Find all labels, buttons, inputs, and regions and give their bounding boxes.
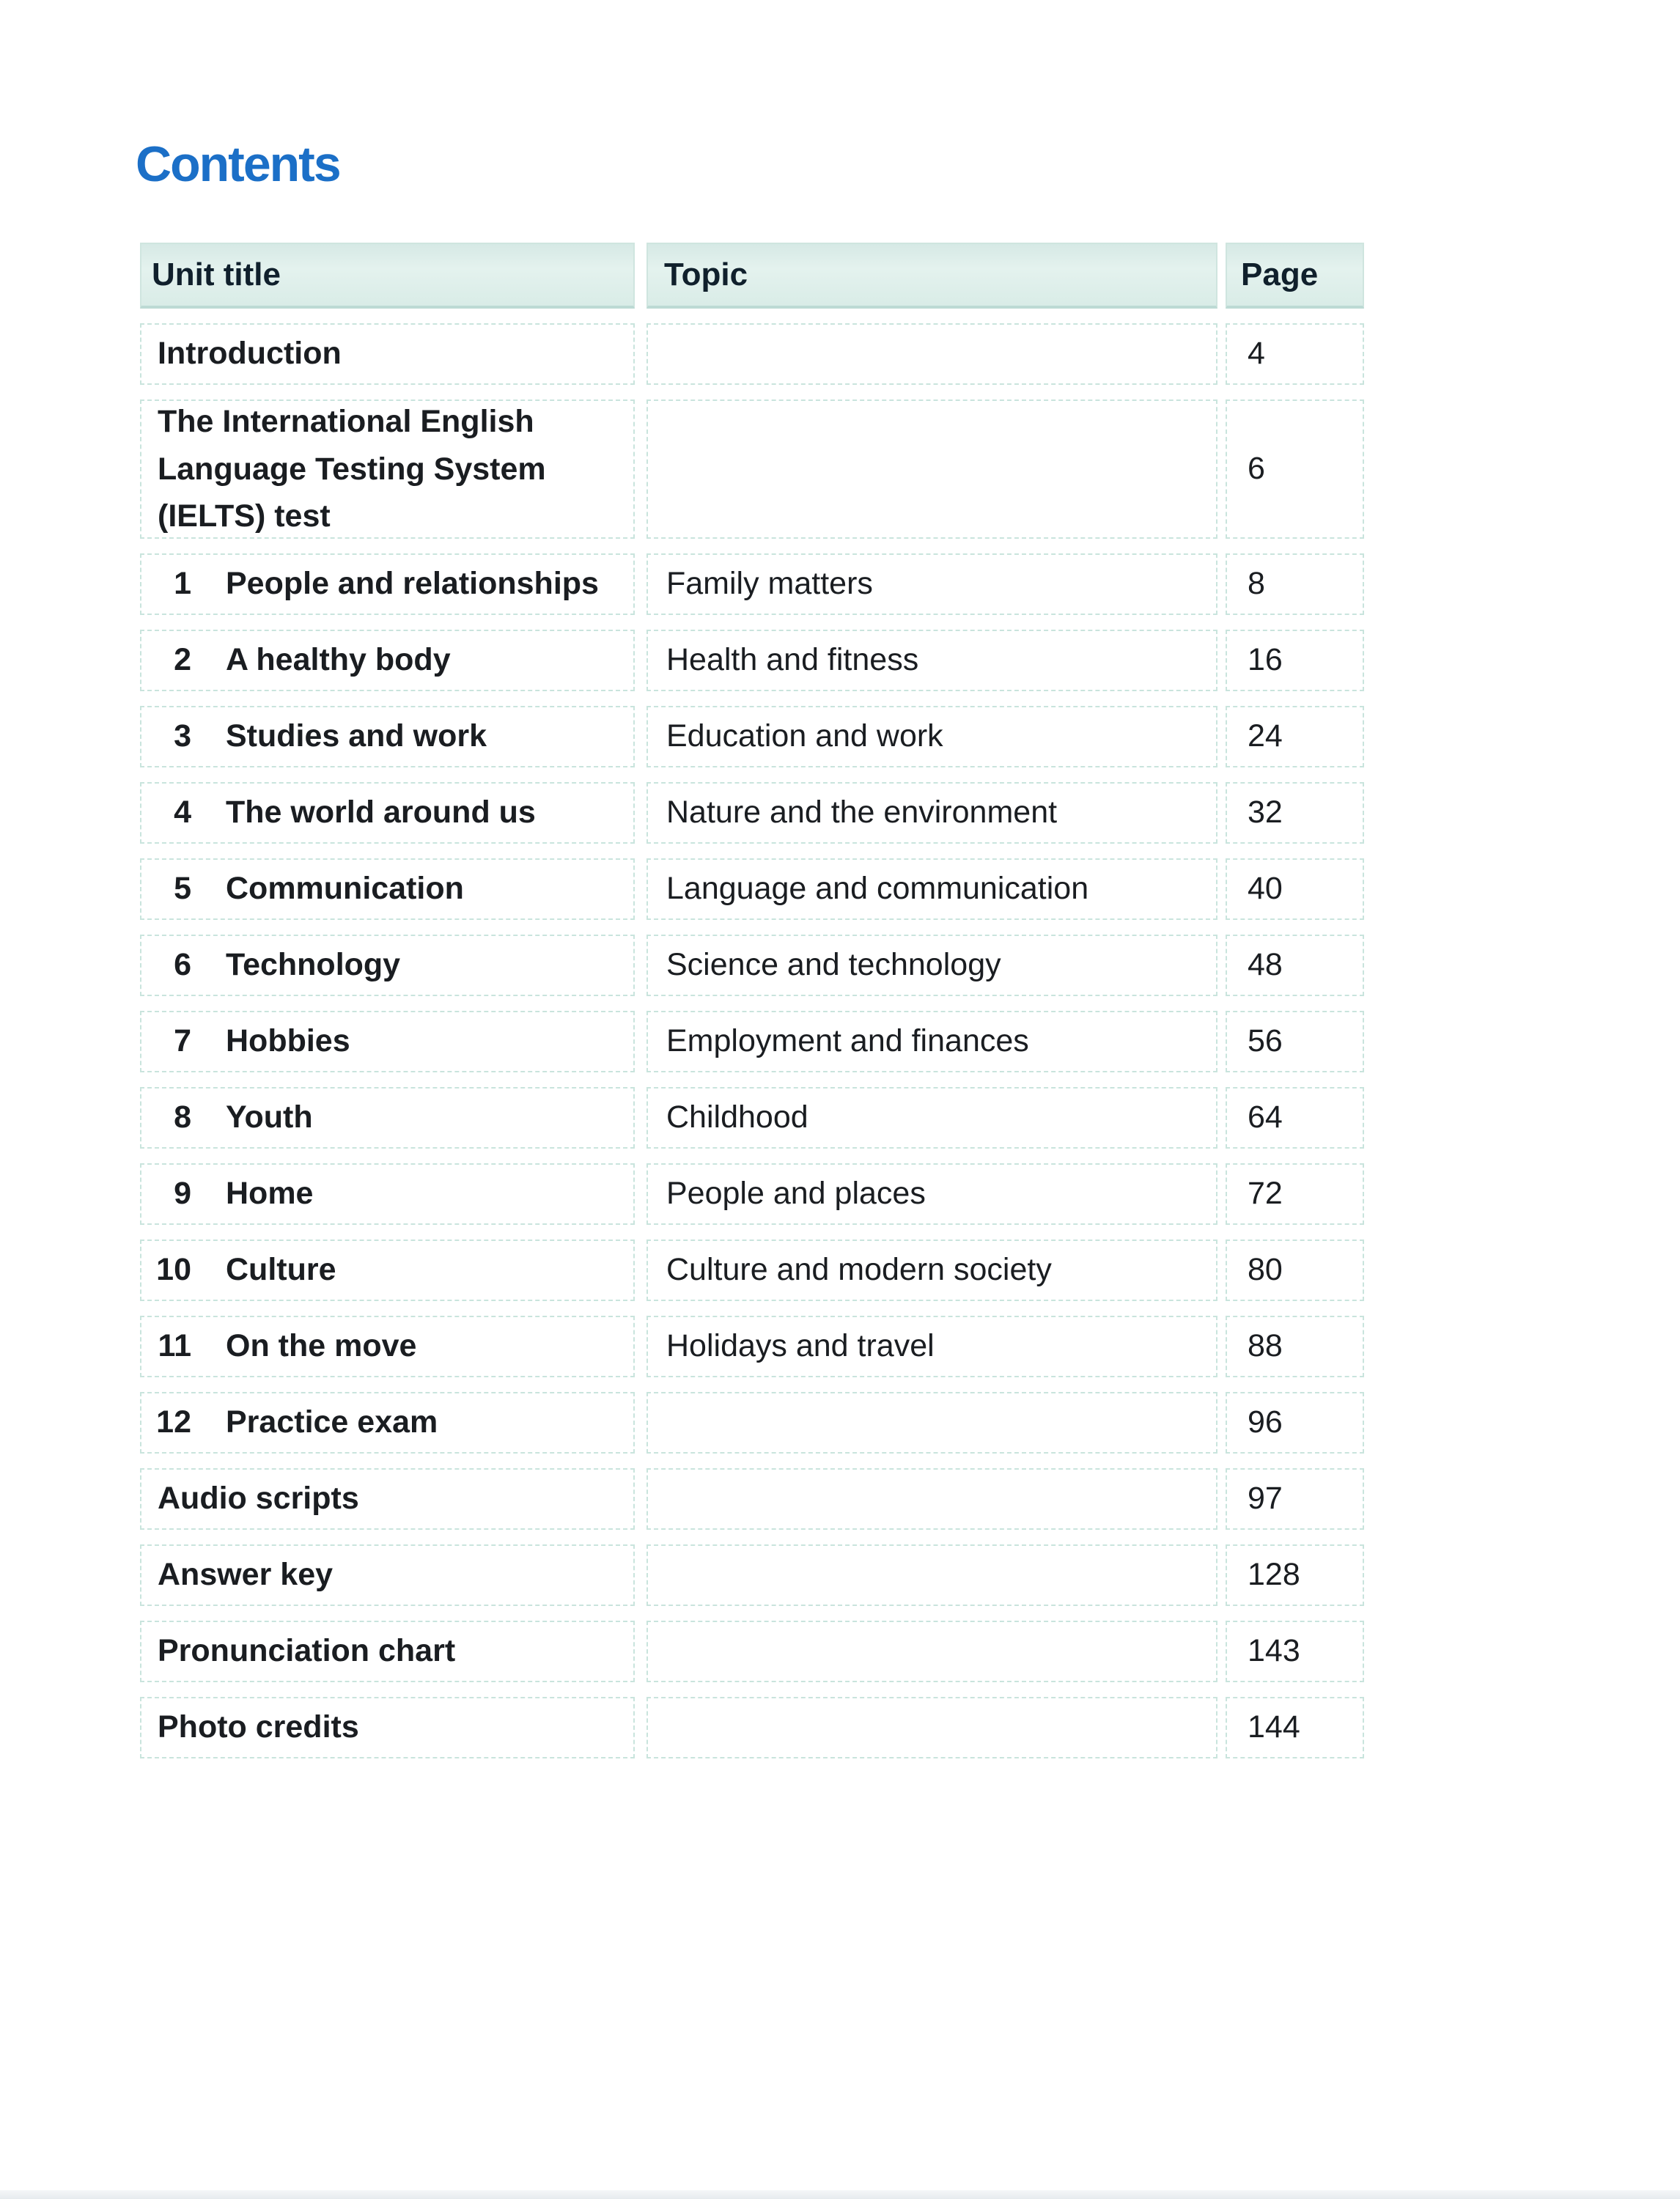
unit-title-text: Technology — [226, 947, 401, 983]
page-cell — [1226, 1544, 1364, 1606]
topic-text: Language and communication — [666, 871, 1089, 907]
col-header-page: Page — [1226, 243, 1364, 309]
page-cell — [1226, 1697, 1364, 1758]
unit-cell — [140, 1544, 635, 1606]
page-cell — [1226, 858, 1364, 920]
unit-title-text: The International English Language Testing System (IELTS) test — [158, 404, 546, 534]
toc-row-unit-1 — [140, 553, 1364, 615]
topic-text: People and places — [666, 1176, 926, 1212]
page-cell — [1226, 1468, 1364, 1530]
page-number: 80 — [1248, 1252, 1283, 1288]
toc-row-unit-8 — [140, 1087, 1364, 1149]
page-bottom-edge — [0, 2190, 1680, 2199]
toc-row-unit-10 — [140, 1240, 1364, 1301]
unit-number: 12 — [156, 1404, 191, 1440]
topic-cell — [646, 706, 1217, 767]
unit-title-text: Introduction — [158, 336, 342, 372]
page-number: 32 — [1248, 795, 1283, 830]
unit-title-text: Practice exam — [226, 1404, 438, 1440]
page-number: 88 — [1248, 1328, 1283, 1364]
page-cell — [1226, 399, 1364, 539]
topic-text: Culture and modern society — [666, 1252, 1052, 1288]
unit-number: 8 — [174, 1100, 191, 1135]
unit-number: 2 — [174, 642, 191, 678]
unit-title-text: People and relationships — [226, 566, 599, 602]
unit-number: 1 — [174, 566, 191, 602]
page-number: 16 — [1248, 642, 1283, 678]
topic-text: Nature and the environment — [666, 795, 1058, 830]
page-cell — [1226, 1011, 1364, 1072]
unit-cell — [140, 1392, 635, 1454]
col-header-unit-title: Unit title — [140, 243, 635, 309]
page-cell — [1226, 323, 1364, 385]
unit-cell — [140, 1240, 635, 1301]
topic-cell — [646, 1316, 1217, 1377]
page-number: 40 — [1248, 871, 1283, 907]
unit-title-text: Pronunciation chart — [158, 1633, 456, 1669]
page-number: 128 — [1248, 1557, 1300, 1593]
unit-title-text: Audio scripts — [158, 1481, 359, 1517]
page-cell — [1226, 935, 1364, 996]
page-cell — [1226, 1240, 1364, 1301]
toc-row-unit-6 — [140, 935, 1364, 996]
unit-cell — [140, 399, 635, 539]
topic-cell — [646, 323, 1217, 385]
unit-cell — [140, 858, 635, 920]
toc-row-unit-2 — [140, 630, 1364, 691]
toc-row-unit-4 — [140, 782, 1364, 844]
page-cell — [1226, 630, 1364, 691]
topic-cell — [646, 935, 1217, 996]
unit-number: 9 — [174, 1176, 191, 1212]
page-title: Contents — [136, 136, 340, 192]
topic-text: Family matters — [666, 566, 873, 602]
toc-row-unit-11 — [140, 1316, 1364, 1377]
unit-title-text: The world around us — [226, 795, 536, 830]
topic-cell — [646, 630, 1217, 691]
unit-title-text: Photo credits — [158, 1709, 359, 1745]
topic-text: Education and work — [666, 718, 943, 754]
unit-cell — [140, 1621, 635, 1682]
topic-text: Health and fitness — [666, 642, 919, 678]
toc-row-introduction — [140, 323, 1364, 385]
page-cell — [1226, 1621, 1364, 1682]
unit-title-text: Home — [226, 1176, 314, 1212]
unit-title-text: Communication — [226, 871, 464, 907]
toc-row-unit-3 — [140, 706, 1364, 767]
page-cell — [1226, 1163, 1364, 1225]
unit-cell — [140, 1163, 635, 1225]
page-number: 144 — [1248, 1709, 1300, 1745]
unit-title-text: Studies and work — [226, 718, 487, 754]
toc-row-answer-key — [140, 1544, 1364, 1606]
topic-cell — [646, 858, 1217, 920]
unit-cell — [140, 782, 635, 844]
toc-row-unit-12 — [140, 1392, 1364, 1454]
page-number: 64 — [1248, 1100, 1283, 1135]
unit-cell — [140, 553, 635, 615]
unit-cell — [140, 323, 635, 385]
toc-row-pronunciation-chart — [140, 1621, 1364, 1682]
unit-number: 4 — [174, 795, 191, 830]
page-cell — [1226, 706, 1364, 767]
page-number: 48 — [1248, 947, 1283, 983]
unit-cell — [140, 1468, 635, 1530]
unit-cell — [140, 1087, 635, 1149]
page-cell — [1226, 1392, 1364, 1454]
toc-row-ielts-test — [140, 399, 1364, 539]
topic-cell — [646, 399, 1217, 539]
unit-cell — [140, 1316, 635, 1377]
topic-text: Childhood — [666, 1100, 808, 1135]
unit-number: 7 — [174, 1023, 191, 1059]
toc-row-audio-scripts — [140, 1468, 1364, 1530]
topic-cell — [646, 553, 1217, 615]
unit-number: 6 — [174, 947, 191, 983]
topic-text: Holidays and travel — [666, 1328, 935, 1364]
page-cell — [1226, 1316, 1364, 1377]
col-header-topic: Topic — [646, 243, 1217, 309]
topic-cell — [646, 1392, 1217, 1454]
toc-row-photo-credits — [140, 1697, 1364, 1758]
header-row — [140, 243, 1364, 309]
page-number: 96 — [1248, 1404, 1283, 1440]
page-number: 97 — [1248, 1481, 1283, 1517]
page-number: 72 — [1248, 1176, 1283, 1212]
contents-table — [140, 243, 1364, 1758]
page-number: 4 — [1248, 336, 1265, 372]
unit-title-text: Answer key — [158, 1557, 334, 1593]
unit-title-text: A healthy body — [226, 642, 451, 678]
topic-cell — [646, 1544, 1217, 1606]
topic-text: Science and technology — [666, 947, 1001, 983]
topic-cell — [646, 1468, 1217, 1530]
page-number: 8 — [1248, 566, 1265, 602]
page-cell — [1226, 1087, 1364, 1149]
unit-cell — [140, 706, 635, 767]
unit-title-text: Hobbies — [226, 1023, 350, 1059]
unit-number: 10 — [156, 1252, 191, 1288]
unit-title-text: Culture — [226, 1252, 336, 1288]
page-number: 6 — [1248, 451, 1265, 487]
unit-cell — [140, 935, 635, 996]
topic-cell — [646, 1011, 1217, 1072]
unit-cell — [140, 1011, 635, 1072]
topic-cell — [646, 1163, 1217, 1225]
toc-row-unit-5 — [140, 858, 1364, 920]
unit-title-text: Youth — [226, 1100, 313, 1135]
unit-title-text: On the move — [226, 1328, 417, 1364]
toc-row-unit-9 — [140, 1163, 1364, 1225]
page-number: 24 — [1248, 718, 1283, 754]
topic-text: Employment and finances — [666, 1023, 1029, 1059]
unit-cell — [140, 630, 635, 691]
unit-number: 11 — [158, 1328, 191, 1364]
topic-cell — [646, 1240, 1217, 1301]
page-cell — [1226, 553, 1364, 615]
unit-number: 5 — [174, 871, 191, 907]
page-cell — [1226, 782, 1364, 844]
topic-cell — [646, 1087, 1217, 1149]
topic-cell — [646, 1697, 1217, 1758]
topic-cell — [646, 782, 1217, 844]
page-number: 56 — [1248, 1023, 1283, 1059]
unit-cell — [140, 1697, 635, 1758]
page-number: 143 — [1248, 1633, 1300, 1669]
toc-row-unit-7 — [140, 1011, 1364, 1072]
topic-cell — [646, 1621, 1217, 1682]
unit-number: 3 — [174, 718, 191, 754]
